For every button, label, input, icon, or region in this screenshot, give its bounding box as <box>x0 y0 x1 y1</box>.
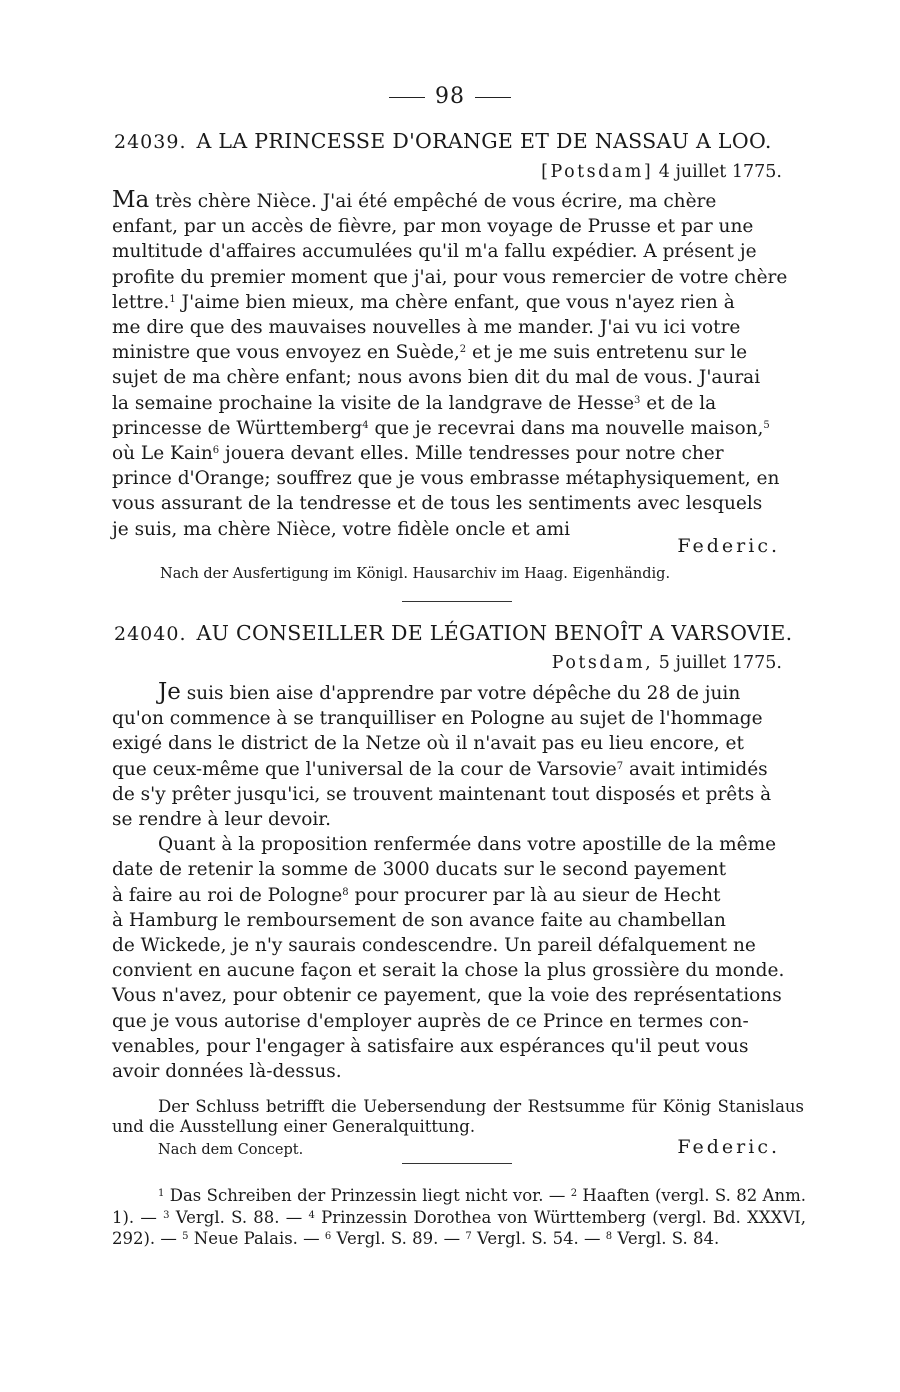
body-line: venables, pour l'engager à satisfaire aux espérances qu'il peut vous <box>112 1035 749 1057</box>
footnote-mark: 1 <box>169 293 176 305</box>
letter-place-date <box>552 653 782 673</box>
body-line: me dire que des mauvaises nouvelles à me mander. J'ai vu ici votre <box>112 317 741 339</box>
letter-heading <box>114 621 804 645</box>
body-line: profite du premier moment que j'ai, pour vous remercier de votre chère <box>112 266 788 288</box>
letter-date: 5 juillet 1775. <box>658 653 782 673</box>
body-line: ministre que vous envoyez en Suède,$^2$ et je me suis entretenu sur le <box>112 342 748 364</box>
body-line: Ma très chère Nièce. J'ai été empêché de vous écrire, ma chère <box>112 187 717 213</box>
separator-rule <box>402 601 512 602</box>
letter-title: A LA PRINCESSE D'ORANGE ET DE NASSAU A LOO. <box>196 129 772 153</box>
body-line: date de retenir la somme de 3000 ducats sur le second payement <box>112 859 727 881</box>
header-dash-left <box>389 97 425 98</box>
footnote-rule <box>402 1163 512 1164</box>
body-line: sujet de ma chère enfant; nous avons bien dit du mal de vous. J'aurai <box>112 367 761 389</box>
drop-cap: Ma <box>112 187 150 213</box>
source-note: Nach dem Concept. <box>158 1142 304 1158</box>
footnote-mark: 3 <box>634 394 641 406</box>
footnote-text: Vergl. S. 88. — <box>169 1207 309 1227</box>
body-line: princesse de Württemberg$^4$ que je recevrai dans ma nouvelle maison,$^5$ <box>112 417 770 439</box>
footnote-text: Prinzessin Dorothea von Württemberg (vergl. Bd. XXXVI, 292). — <box>112 1207 806 1248</box>
body-line: enfant, par un accès de fièvre, par mon voyage de Prusse et par une <box>112 216 754 238</box>
footnote-text: Vergl. S. 54. — <box>471 1229 606 1248</box>
body-line: je suis, ma chère Nièce, votre fidèle oncle et ami <box>112 518 571 540</box>
body-line: multitude d'affaires accumulées qu'il m'a fallu expédier. A présent je <box>112 241 757 263</box>
footnote-number: 8 <box>605 1231 613 1242</box>
body-line: que je vous autorise d'employer auprès de ce Prince en termes con- <box>112 1010 749 1032</box>
footnote-number: 6 <box>324 1231 332 1242</box>
header-dash-right <box>475 97 511 98</box>
footnote-text: Vergl. S. 84. <box>612 1229 720 1248</box>
footnote-number: 3 <box>163 1209 170 1221</box>
summary-note: Der Schluss betrifft die Uebersendung der Restsumme für König Stanislaus und die Ausstellung einer Generalquittung. <box>112 1097 804 1136</box>
footnote-mark: 4 <box>362 419 369 431</box>
body-line: à Hamburg le remboursement de son avance faite au chambellan <box>112 909 726 931</box>
body-line: avoir données là-dessus. <box>112 1061 342 1083</box>
footnote-number: 7 <box>465 1231 472 1242</box>
footnote-number: 2 <box>570 1188 578 1199</box>
letter-body <box>112 680 804 1084</box>
body-line: convient en aucune façon et serait la chose la plus grossière du monde. <box>112 960 785 982</box>
footnote-mark: 7 <box>616 760 624 772</box>
signature: Federic. <box>677 1136 780 1158</box>
body-line: Quant à la proposition renfermée dans votre apostille de la même <box>158 834 777 856</box>
body-line: se rendre à leur devoir. <box>112 809 331 831</box>
letter-date: 4 juillet 1775. <box>658 162 782 182</box>
body-line: la semaine prochaine la visite de la landgrave de Hesse$^3$ et de la <box>112 392 717 414</box>
footnote-number: 5 <box>182 1231 189 1242</box>
footnote-text: Neue Palais. — <box>188 1229 325 1248</box>
body-line: lettre.$^1$ J'aime bien mieux, ma chère enfant, que vous n'ayez rien à <box>112 291 735 313</box>
footnote-mark: 5 <box>763 419 770 431</box>
body-line: qu'on commence à se tranquilliser en Pologne au sujet de l'hommage <box>112 708 763 730</box>
letter-place: Potsdam, <box>551 653 654 673</box>
body-line: exigé dans le district de la Netze où il n'avait pas eu lieu encore, et <box>112 733 744 755</box>
footnote-mark: 8 <box>342 886 349 898</box>
footnote-text: Haaften (vergl. S. 82 Anm. 1). — <box>112 1186 806 1227</box>
body-line: de Wickede, je n'y saurais condescendre. Un pareil défalquement ne <box>112 935 756 957</box>
letter-title: AU CONSEILLER DE LÉGATION BENOÎT A VARSOVIE. <box>196 621 793 645</box>
body-line: où Le Kain$^6$ jouera devant elles. Mille tendresses pour notre cher <box>112 443 724 465</box>
body-line: vous assurant de la tendresse et de tous les sentiments avec lesquels <box>112 493 763 515</box>
footnote-number: 1 <box>158 1188 165 1199</box>
body-line: de s'y prêter jusqu'ici, se trouvent maintenant tout disposés et prêts à <box>112 783 772 805</box>
footnotes <box>112 1185 806 1250</box>
footnote-text: Das Schreiben der Prinzessin liegt nicht vor. — <box>164 1186 571 1205</box>
body-line: à faire au roi de Pologne$^8$ pour procurer par là au sieur de Hecht <box>112 884 721 906</box>
letter-number: 24040. <box>114 623 187 645</box>
drop-cap: Je <box>158 679 181 705</box>
letter-place: [Potsdam] <box>541 162 654 182</box>
body-line: que ceux-même que l'universal de la cour de Varsovie$^7$ avait intimidés <box>112 758 768 780</box>
page-header <box>0 84 900 109</box>
letter-body <box>112 188 804 542</box>
body-line: Vous n'avez, pour obtenir ce payement, que la voie des représentations <box>112 985 782 1007</box>
letter-heading <box>114 129 804 153</box>
body-line: prince d'Orange; souffrez que je vous embrasse métaphysiquement, en <box>112 468 780 490</box>
page-number: 98 <box>435 84 465 109</box>
footnote-text: Vergl. S. 89. — <box>331 1229 466 1248</box>
body-line: Je suis bien aise d'apprendre par votre dépêche du 28 de juin <box>158 679 741 705</box>
footnote-mark: 6 <box>212 445 220 457</box>
letter-place-date <box>541 162 782 182</box>
footnote-mark: 2 <box>459 344 467 356</box>
footnote-number: 4 <box>308 1209 315 1221</box>
letter-number: 24039. <box>114 131 187 153</box>
source-note: Nach der Ausfertigung im Königl. Hausarchiv im Haag. Eigenhändig. <box>160 566 671 582</box>
signature: Federic. <box>677 535 780 557</box>
